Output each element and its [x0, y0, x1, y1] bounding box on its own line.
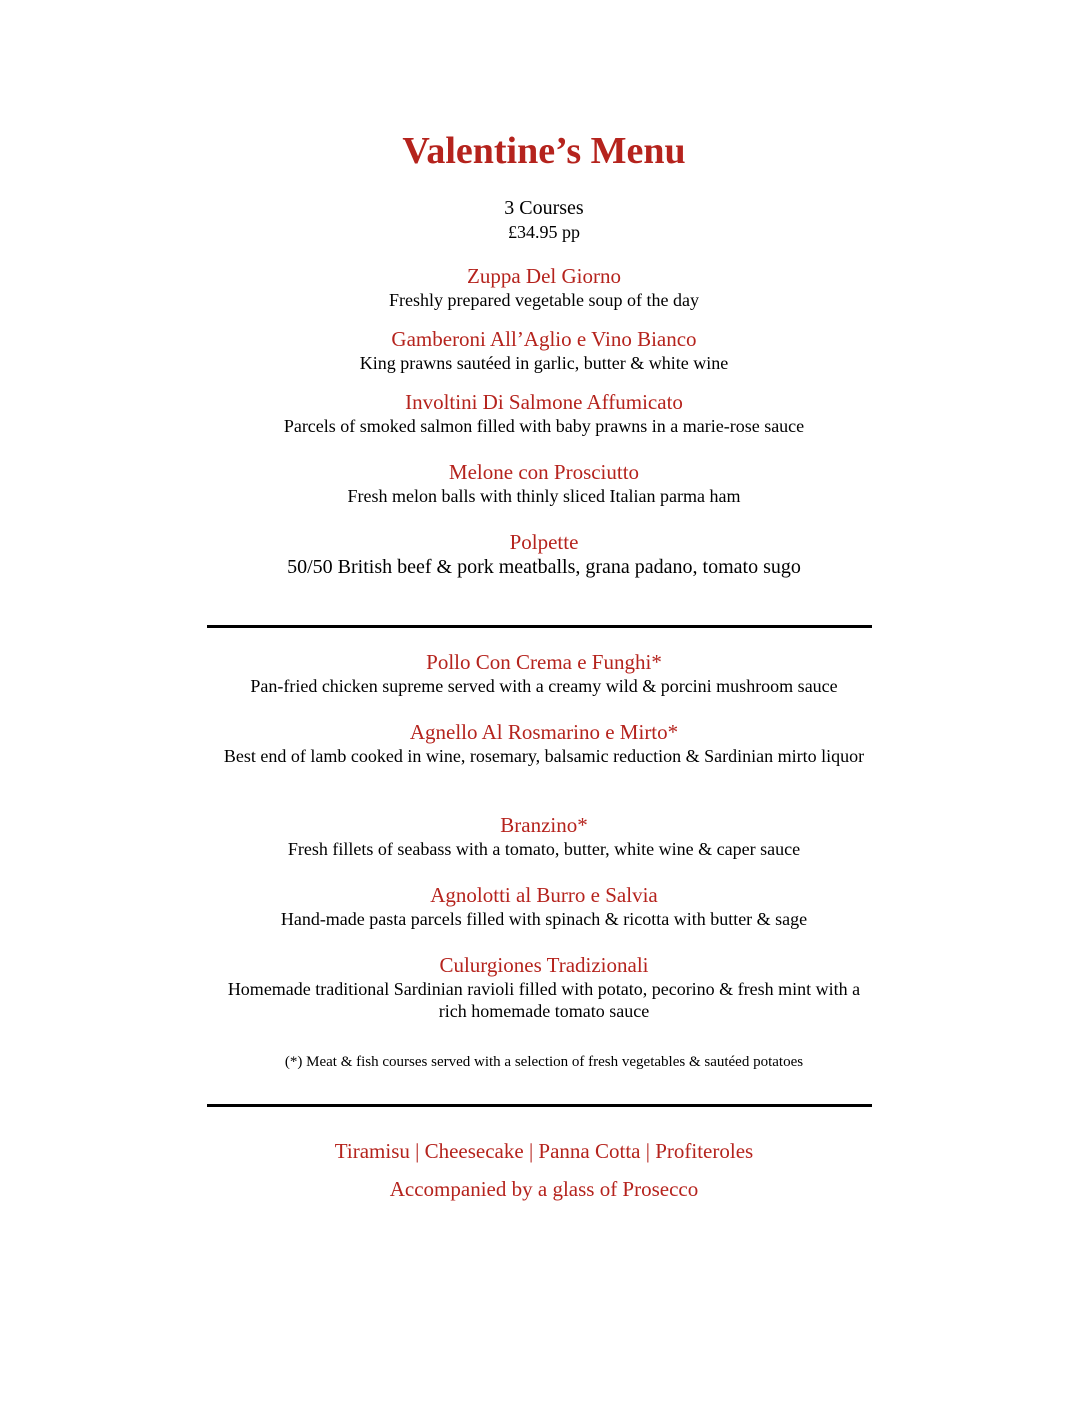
dessert-list: [0, 1138, 1088, 1164]
dessert-separator: |: [528, 1139, 534, 1163]
item-description: Pan-fried chicken supreme served with a creamy wild & porcini mushroom sauce: [250, 676, 838, 696]
dessert-item: Tiramisu: [334, 1139, 410, 1163]
item-name: Polpette: [509, 530, 579, 554]
footnote: (*) Meat & fish courses served with a selection of fresh vegetables & sautéed potatoes: [284, 1054, 804, 1070]
item-description: Fresh fillets of seabass with a tomato, butter, white wine & caper sauce: [287, 839, 801, 859]
item-name: Agnolotti al Burro e Salvia: [430, 883, 658, 907]
starter-item: [160, 530, 928, 579]
item-description: Best end of lamb cooked in wine, rosemary, balsamic reduction & Sardinian mirto liquor: [223, 746, 865, 766]
item-description: 50/50 British beef & pork meatballs, grana padano, tomato sugo: [287, 556, 801, 578]
courses-label: 3 Courses: [504, 197, 584, 219]
main-item: [160, 720, 928, 767]
section-divider: [207, 625, 872, 628]
main-item: [160, 883, 928, 930]
main-item: [160, 813, 928, 860]
item-name: Involtini Di Salmone Affumicato: [405, 390, 683, 414]
item-name: Melone con Prosciutto: [448, 460, 640, 484]
item-name: Pollo Con Crema e Funghi*: [426, 650, 662, 674]
main-item: [160, 650, 928, 697]
dessert-separator: |: [645, 1139, 650, 1163]
item-name: Branzino*: [500, 813, 588, 837]
item-name: Zuppa Del Giorno: [467, 264, 621, 288]
item-description: Freshly prepared vegetable soup of the day: [389, 290, 699, 310]
item-description: King prawns sautéed in garlic, butter & white wine: [359, 353, 729, 373]
dessert-item: Cheesecake: [424, 1139, 524, 1163]
dessert-item: Panna Cotta: [538, 1139, 641, 1163]
item-description: Parcels of smoked salmon filled with baby prawns in a marie-rose sauce: [283, 416, 805, 436]
page-title: Valentine’s Menu: [402, 130, 686, 172]
item-name: Culurgiones Tradizionali: [439, 953, 649, 977]
item-name: Gamberoni All’Aglio e Vino Bianco: [391, 327, 697, 351]
dessert-item: Profiteroles: [655, 1139, 754, 1163]
starter-item: [160, 327, 928, 374]
starter-item: [160, 460, 928, 507]
prosecco-note: Accompanied by a glass of Prosecco: [389, 1177, 699, 1201]
item-name: Agnello Al Rosmarino e Mirto*: [409, 720, 679, 744]
dessert-separator: |: [415, 1139, 420, 1163]
starter-item: [160, 264, 928, 311]
starter-item: [160, 390, 928, 437]
main-item: [160, 953, 928, 1022]
price-label: £34.95 pp: [508, 222, 580, 242]
section-divider: [207, 1104, 872, 1107]
item-description: Fresh melon balls with thinly sliced Italian parma ham: [347, 486, 741, 506]
item-description: Hand-made pasta parcels filled with spinach & ricotta with butter & sage: [280, 909, 808, 929]
item-description: Homemade traditional Sardinian ravioli filled with potato, pecorino & fresh mint with a rich homemade tomato sauce: [227, 979, 861, 1021]
